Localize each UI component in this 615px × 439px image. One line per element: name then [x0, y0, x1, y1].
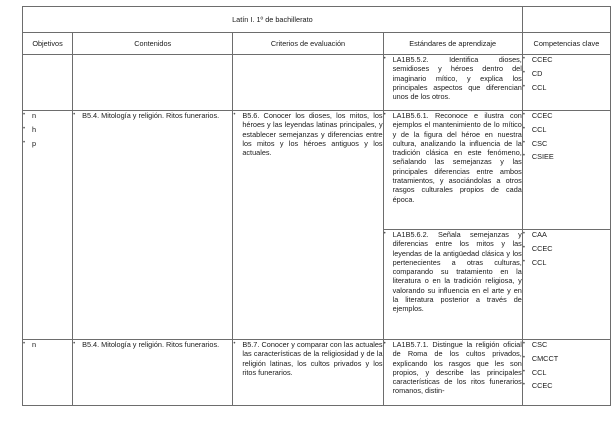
competence-item: [523, 111, 610, 120]
competence-code: CSC: [531, 138, 548, 148]
bullet-icon: •: [522, 231, 525, 237]
standard-item: [384, 55, 522, 101]
competence-code: CSC: [531, 340, 548, 349]
bullet-icon: •: [522, 153, 525, 160]
competencias-cell: [522, 55, 610, 111]
objetivos-cell: [23, 111, 73, 340]
competence-item: [523, 152, 610, 161]
criterio-cell: [233, 55, 383, 111]
bullet-icon: •: [73, 341, 76, 347]
competence-item: [523, 230, 610, 239]
competence-code: CCL: [531, 82, 547, 92]
table-row: [23, 111, 611, 230]
content-text: B5.4. Mitología y religión. Ritos funerarios.: [82, 340, 220, 349]
bullet-icon: •: [522, 112, 525, 118]
content-item: [73, 340, 232, 349]
bullet-icon: •: [233, 112, 236, 118]
objective-item: [23, 139, 72, 148]
competence-item: [523, 244, 610, 253]
competence-code: CAA: [531, 230, 547, 239]
contenido-cell: [73, 111, 233, 340]
bullet-icon: •: [522, 258, 525, 265]
competence-code: CCEC: [531, 111, 553, 120]
bullet-icon: •: [522, 382, 525, 389]
header-criterios: Criterios de evaluación: [233, 33, 383, 55]
bullet-icon: •: [522, 83, 525, 90]
criterion-text: B5.7. Conocer y comparar con las actuales las características de la religiosidad y de la religión latinas, los cultos privados y los ritos funerarios.: [242, 340, 383, 377]
content-text: B5.4. Mitología y religión. Ritos funerarios.: [82, 111, 220, 120]
bullet-icon: •: [522, 354, 525, 361]
competencias-cell: [522, 230, 610, 340]
header-contenidos: Contenidos: [73, 33, 233, 55]
criterion-text: B5.6. Conocer los dioses, los mitos, los héroes y las leyendas latinas principales, y establecer semejanzas y diferencias entre los mitos y los héroes antiguos y los actuales.: [242, 111, 383, 158]
competence-code: CSIEE: [531, 152, 554, 162]
standard-item: [384, 230, 522, 314]
table-row: [23, 340, 611, 406]
estandar-cell: [383, 340, 522, 406]
objective-item: [23, 125, 72, 134]
competence-item: [523, 354, 610, 363]
content-item: [73, 111, 232, 120]
competence-code: CCEC: [531, 243, 553, 253]
bullet-icon: •: [522, 125, 525, 132]
title-row: [23, 7, 611, 33]
bullet-icon: •: [522, 139, 525, 146]
bullet-icon: •: [233, 341, 236, 347]
standard-item: [384, 340, 522, 396]
competence-item: [523, 368, 610, 377]
competence-item: [523, 258, 610, 267]
objective-code: n: [32, 111, 37, 120]
competence-item: [523, 125, 610, 134]
bullet-icon: •: [23, 125, 26, 132]
title-empty-cell: [522, 7, 610, 33]
bullet-icon: •: [383, 341, 386, 347]
estandar-cell: [383, 230, 522, 340]
objetivos-cell: [23, 340, 73, 406]
bullet-icon: •: [383, 112, 386, 118]
criterio-cell: [233, 340, 383, 406]
table-row: [23, 55, 611, 111]
objective-item: [23, 111, 72, 120]
bullet-icon: •: [23, 139, 26, 146]
competence-item: [523, 139, 610, 148]
bullet-icon: •: [383, 56, 386, 62]
bullet-icon: •: [23, 112, 26, 118]
competence-item: [523, 83, 610, 92]
competence-code: CCL: [531, 124, 547, 134]
standard-text: LA1B5.6.1. Reconoce e ilustra con ejemplos el mantenimiento de lo mítico y de la figura del héroe en nuestra cultura, analizando la influencia de la tradición clásica en este fenómeno, señalando las semejanzas y las principales diferencias entre ambos tratamientos, y asociándolas a otros rasgos culturales propios de cada época.: [392, 111, 522, 204]
header-objetivos: Objetivos: [23, 33, 73, 55]
competence-item: [523, 340, 610, 349]
competence-code: CMCCT: [531, 353, 559, 363]
objective-code: h: [32, 124, 37, 134]
competence-code: CCL: [531, 367, 547, 377]
competencias-cell: [522, 111, 610, 230]
standard-text: LA1B5.7.1. Distingue la religión oficial de Roma de los cultos privados, explicando los rasgos que les son propios, y describe las principales características de los ritos funerarios romanos, distin-: [392, 340, 522, 396]
bullet-icon: •: [522, 69, 525, 76]
contenido-cell: [73, 55, 233, 111]
criterion-item: [233, 111, 382, 157]
bullet-icon: •: [522, 368, 525, 375]
standard-text: LA1B5.5.2. Identifica dioses, semidioses y héroes dentro del imaginario mítico, y explica los principales aspectos que diferencian unos de los otros.: [392, 55, 522, 102]
standard-text: LA1B5.6.2. Señala semejanzas y diferencias entre los mitos y las leyendas de la antigüedad clásica y los pertenecientes a otras culturas, comparando su tratamiento en la literatura o en la tradición religiosa, y valorando su influencia en el arte y en la literatura posterior a través de ejemplos.: [392, 230, 522, 314]
curriculum-table: [22, 6, 611, 406]
competence-item: [523, 55, 610, 64]
header-row: [23, 33, 611, 55]
criterion-item: [233, 340, 382, 377]
competence-item: [523, 381, 610, 390]
bullet-icon: •: [522, 341, 525, 347]
competence-code: CCEC: [531, 55, 553, 64]
estandar-cell: [383, 55, 522, 111]
objective-item: [23, 340, 72, 349]
competence-code: CD: [531, 68, 543, 78]
competence-code: CCEC: [531, 381, 553, 391]
standard-item: [384, 111, 522, 204]
contenido-cell: [73, 340, 233, 406]
objetivos-cell: [23, 55, 73, 111]
criterio-cell: [233, 111, 383, 340]
estandar-cell: [383, 111, 522, 230]
competence-item: [523, 69, 610, 78]
bullet-icon: •: [522, 244, 525, 251]
objective-code: n: [32, 340, 37, 349]
table-title: Latín I. 1º de bachillerato: [23, 7, 523, 33]
bullet-icon: •: [522, 56, 525, 62]
objective-code: p: [32, 138, 37, 148]
competence-code: CCL: [531, 257, 547, 267]
header-competencias: Competencias clave: [522, 33, 610, 55]
bullet-icon: •: [73, 112, 76, 118]
bullet-icon: •: [383, 231, 386, 237]
header-estandares: Estándares de aprendizaje: [383, 33, 522, 55]
bullet-icon: •: [23, 341, 26, 347]
competencias-cell: [522, 340, 610, 406]
